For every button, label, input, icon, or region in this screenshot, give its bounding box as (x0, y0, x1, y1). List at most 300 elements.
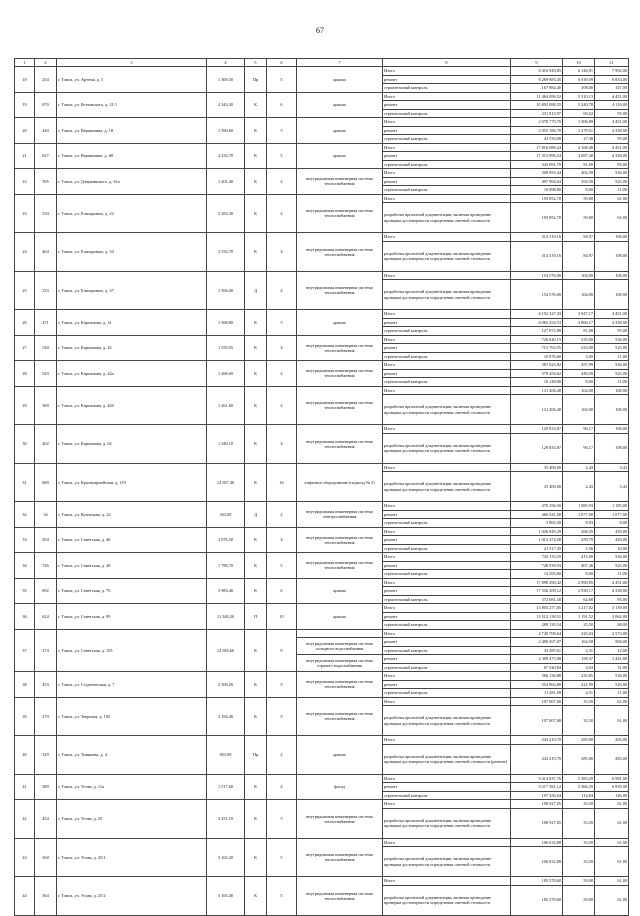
cost-item: Итого (383, 143, 511, 152)
column-number-10: 10 (563, 59, 595, 67)
cost-total: 8 269 983,45 (511, 75, 563, 84)
table-row (15, 604, 629, 613)
cost-total: 131 206,40 (511, 395, 563, 425)
repair-register-table (14, 58, 629, 916)
cost-item: Итого (383, 194, 511, 203)
cost-per-sqm: 3 866,17 (563, 318, 595, 327)
cost-limit: 7 992,00 (595, 67, 629, 76)
cost-per-sqm: 235,85 (563, 672, 595, 681)
house-area: 1 268,60 (207, 361, 245, 387)
cost-limit: 95,00 (595, 595, 629, 604)
table-row (15, 361, 629, 370)
table-row (15, 425, 629, 434)
wall-material: К (245, 118, 267, 144)
cost-total: 185 578,60 (511, 885, 563, 915)
row-number: 27 (15, 335, 35, 361)
cost-per-sqm: 1 077,00 (563, 510, 595, 519)
row-number: 42 (15, 800, 35, 839)
cost-item: Итого (383, 736, 511, 745)
cost-total: 197 256,64 (511, 791, 563, 800)
cost-item: Итого (383, 361, 511, 370)
cost-per-sqm: 8,00 (563, 186, 595, 195)
cost-total: 715 763,55 (511, 344, 563, 353)
cost-per-sqm: 164,58 (563, 638, 595, 647)
cost-limit: 525,00 (595, 680, 629, 689)
house-area: 1 590,60 (207, 118, 245, 144)
floor-count: 4 (267, 271, 297, 310)
cost-per-sqm: 33,50 (563, 808, 595, 838)
wall-material: К (245, 672, 267, 698)
cost-limit: 61,00 (595, 838, 629, 847)
row-number: 28 (15, 361, 35, 387)
wall-material: К (245, 774, 267, 800)
table-row (15, 143, 629, 152)
work-type: крыша (297, 118, 383, 144)
work-type: внутридомовая инженерная система теплоснабжения (297, 527, 383, 553)
cost-limit: 459,00 (595, 527, 629, 536)
cost-total: 231 913,97 (511, 109, 563, 118)
cost-per-sqm: 402,58 (563, 169, 595, 178)
work-type: крыша (297, 67, 383, 93)
cost-per-sqm: 27,38 (563, 135, 595, 144)
cost-per-sqm: 2 930,17 (563, 587, 595, 596)
house-id: 543 (35, 361, 57, 387)
work-type: внутридомовая инженерная система теплоснабжения (297, 361, 383, 387)
cost-per-sqm: 5 310,13 (563, 92, 595, 101)
cost-total: 154 576,00 (511, 280, 563, 310)
floor-count: 16 (267, 463, 297, 502)
cost-total: 508 093,44 (511, 169, 563, 178)
cost-limit: 61,00 (595, 697, 629, 706)
house-address: г. Томск, ул. Кузнецова, д. 22 (57, 502, 207, 528)
house-id: 624 (35, 604, 57, 630)
cost-per-sqm: 4 168,40 (563, 143, 595, 152)
house-id: 440 (35, 118, 57, 144)
cost-item: разработка проектной документации, включая проведение проверки достоверности определения сметной стоимости (383, 706, 511, 736)
cost-item: разработка проектной документации, включая проведение проверки достоверности определения сметной стоимости (383, 885, 511, 915)
cost-item: разработка проектной документации, включая проведение проверки достоверности определения сметной стоимости (383, 395, 511, 425)
row-number: 31 (15, 463, 35, 502)
row-number: 41 (15, 774, 35, 800)
house-area: 1 369,30 (207, 67, 245, 93)
house-id: 692 (35, 578, 57, 604)
house-area: 1 568,80 (207, 310, 245, 336)
cost-limit: 68,00 (595, 621, 629, 630)
table-row (15, 527, 629, 536)
cost-item: Итого (383, 92, 511, 101)
house-id: 870 (35, 92, 57, 118)
cost-total: 2 400 567,07 (511, 638, 563, 647)
cost-item: строительный контроль (383, 689, 511, 698)
column-number-row (15, 59, 629, 67)
column-number-8: 8 (383, 59, 511, 67)
cost-limit: 61,00 (595, 808, 629, 838)
cost-item: Итого (383, 697, 511, 706)
wall-material: К (245, 386, 267, 425)
cost-per-sqm: 449,59 (563, 369, 595, 378)
table-row (15, 578, 629, 587)
cost-limit: 2 573,00 (595, 629, 629, 638)
cost-per-sqm: 268,35 (563, 527, 595, 536)
cost-total: 10 098,80 (511, 186, 563, 195)
cost-limit: 536,00 (595, 335, 629, 344)
cost-limit: 584,00 (595, 638, 629, 647)
cost-total: 17 536 209,12 (511, 587, 563, 596)
table-row (15, 774, 629, 783)
house-area: 3 251,10 (207, 800, 245, 839)
cost-limit: 4 451,00 (595, 578, 629, 587)
house-address: г. Томск, ул. Вершинина, д. 68 (57, 143, 207, 169)
cost-per-sqm: 4,63 (563, 663, 595, 672)
cost-total: 35 400,00 (511, 472, 563, 502)
house-id: 270 (35, 697, 57, 736)
cost-limit: 449,00 (595, 536, 629, 545)
house-address: г. Томск, ул. Карташова, д. 42а (57, 361, 207, 387)
cost-item: Итого (383, 774, 511, 783)
cost-item: ремонт (383, 587, 511, 596)
cost-limit: 3,43 (595, 472, 629, 502)
cost-total: 13 512 138,51 (511, 612, 563, 621)
cost-total: 107 007,68 (511, 706, 563, 736)
work-type: внутридомовая инженерная система теплоснабжения (297, 194, 383, 233)
cost-item: ремонт (383, 655, 511, 664)
house-id: 454 (35, 800, 57, 839)
cost-per-sqm: 2 990,85 (563, 578, 595, 587)
wall-material: К (245, 143, 267, 169)
row-number: 24 (15, 233, 35, 272)
row-number: 34 (15, 553, 35, 579)
cost-per-sqm: 259,79 (563, 536, 595, 545)
cost-per-sqm: 8,00 (563, 570, 595, 579)
work-type: внутридомовая инженерная система холодного водоснабжения (297, 638, 383, 655)
house-address: г. Томск, ул. Тверская, д. 105 (57, 697, 207, 736)
cost-item: Итого (383, 527, 511, 536)
house-area: 1 201,40 (207, 169, 245, 195)
house-address: г. Томск, ул. Советская, д. 99 (57, 604, 207, 630)
cost-item: разработка проектной документации, включая проведение проверки достоверности определения сметной стоимости (383, 808, 511, 838)
house-address: г. Томск, ул. Усова, д. 11а (57, 774, 207, 800)
row-number: 40 (15, 736, 35, 775)
cost-limit: 61,00 (595, 877, 629, 886)
house-area: 1 786,70 (207, 553, 245, 579)
cost-per-sqm: 104,00 (563, 395, 595, 425)
row-number: 20 (15, 118, 35, 144)
cost-per-sqm: 33,50 (563, 697, 595, 706)
floor-count: 2 (267, 502, 297, 528)
cost-item: Итого (383, 502, 511, 511)
work-type: лифтовое оборудование (подъезд № 5) (297, 463, 383, 502)
cost-limit: 61,00 (595, 194, 629, 203)
work-type: крыша (297, 578, 383, 604)
cost-limit: 4 116,00 (595, 101, 629, 110)
house-id: 395 (35, 169, 57, 195)
floor-count: 4 (267, 361, 297, 387)
wall-material: К (245, 877, 267, 916)
work-type: внутридомовая инженерная система электроснабжения (297, 502, 383, 528)
work-type: внутридомовая инженерная система теплоснабжения (297, 672, 383, 698)
house-address: г. Томск, ул. Карташова, д. 62 (57, 425, 207, 464)
row-number: 26 (15, 310, 35, 336)
cost-item: строительный контроль (383, 160, 511, 169)
cost-total: 35 400,00 (511, 463, 563, 472)
cost-per-sqm: 108,00 (563, 84, 595, 93)
work-type: внутридомовая инженерная система горячего водоснабжения (297, 655, 383, 672)
cost-limit: 11,00 (595, 570, 629, 579)
floor-count: 2 (267, 736, 297, 775)
cost-per-sqm: 1 085,93 (563, 502, 595, 511)
cost-total: 9 414 837,76 (511, 774, 563, 783)
cost-item: Итого (383, 463, 511, 472)
house-area: 1 517,60 (207, 774, 245, 800)
row-number: 44 (15, 877, 35, 916)
work-type: внутридомовая инженерная система теплоснабжения (297, 233, 383, 272)
cost-item: ремонт (383, 75, 511, 84)
floor-count: 4 (267, 194, 297, 233)
cost-per-sqm: 2,43 (563, 472, 595, 502)
cost-item: разработка проектной документации, включая проведение проверки достоверности определения сметной стоимости (383, 847, 511, 877)
cost-limit: 1 185,00 (595, 502, 629, 511)
table-row (15, 194, 629, 203)
cost-limit: 61,00 (595, 847, 629, 877)
cost-limit: 4 338,00 (595, 587, 629, 596)
cost-total: 10 148,80 (511, 378, 563, 387)
cost-item: ремонт (383, 638, 511, 647)
cost-per-sqm: 69,52 (563, 109, 595, 118)
floor-count: 4 (267, 335, 297, 361)
house-id: 389 (35, 774, 57, 800)
cost-per-sqm: 8,00 (563, 378, 595, 387)
column-number-3: 3 (57, 59, 207, 67)
house-area: 1 394,00 (207, 271, 245, 310)
table-row (15, 672, 629, 681)
cost-per-sqm: 33,50 (563, 847, 595, 877)
cost-total: 106 032,88 (511, 838, 563, 847)
cost-total: 1 015 474,08 (511, 536, 563, 545)
cost-limit: 108,00 (595, 233, 629, 242)
column-number-5: 5 (245, 59, 267, 67)
cost-limit: 525,00 (595, 369, 629, 378)
house-area: 3 876,50 (207, 527, 245, 553)
cost-per-sqm: 5 366,35 (563, 783, 595, 792)
cost-limit: 4 338,00 (595, 126, 629, 135)
cost-item: строительный контроль (383, 646, 511, 655)
cost-item: ремонт (383, 152, 511, 161)
cost-total: 21 517,35 (511, 544, 563, 553)
house-id: 726 (35, 553, 57, 579)
house-area: 433,00 (207, 502, 245, 528)
cost-per-sqm: 3,00 (563, 352, 595, 361)
cost-total: 728 939,93 (511, 561, 563, 570)
cost-item: ремонт (383, 177, 511, 186)
cost-per-sqm: 3 947,17 (563, 310, 595, 319)
row-number: 25 (15, 271, 35, 310)
cost-total: 1 036 945,29 (511, 527, 563, 536)
work-type: крыша (297, 143, 383, 169)
cost-per-sqm: 2,31 (563, 646, 595, 655)
cost-limit: 3 139,00 (595, 604, 629, 613)
cost-item: Итого (383, 169, 511, 178)
cost-per-sqm: 6 146,91 (563, 67, 595, 76)
floor-count: 5 (267, 838, 297, 877)
cost-item: ремонт (383, 510, 511, 519)
cost-item: Итого (383, 118, 511, 127)
house-area: 14 587,40 (207, 463, 245, 502)
wall-material: П (245, 604, 267, 630)
cost-per-sqm: 5 240,78 (563, 101, 595, 110)
cost-limit: 12,00 (595, 646, 629, 655)
cost-total: 243 219,70 (511, 736, 563, 745)
row-number: 35 (15, 578, 35, 604)
work-type: внутридомовая инженерная система теплоснабжения (297, 553, 383, 579)
row-number: 18 (15, 67, 35, 93)
wall-material: К (245, 310, 267, 336)
cost-limit: 525,00 (595, 177, 629, 186)
wall-material: К (245, 578, 267, 604)
cost-total: 17 898 290,42 (511, 578, 563, 587)
cost-item: разработка проектной документации, включая проведение проверки достоверности определения сметной стоимости (383, 433, 511, 463)
table-row (15, 386, 629, 395)
floor-count: 4 (267, 386, 297, 425)
cost-per-sqm: 114,84 (563, 791, 595, 800)
house-area: 5 983,40 (207, 578, 245, 604)
cost-total: 67 540,84 (511, 663, 563, 672)
cost-limit: 108,00 (595, 271, 629, 280)
house-address: г. Томск, ул. Тимакова, д. 4 (57, 736, 207, 775)
house-area: 3 283,30 (207, 194, 245, 233)
cost-per-sqm: 4 087,40 (563, 152, 595, 161)
house-area: 2 343,30 (207, 92, 245, 118)
house-address: г. Томск, ул. Бетховского, д. 21/1 (57, 92, 207, 118)
floor-count: 4 (267, 169, 297, 195)
cost-per-sqm: 96,17 (563, 433, 595, 463)
cost-total: 497 994,64 (511, 177, 563, 186)
house-address: г. Томск, ул. Студенческая, д. 7 (57, 672, 207, 698)
house-address: г. Томск, ул. Советская, д. 46 (57, 527, 207, 553)
cost-item: Итого (383, 335, 511, 344)
cost-per-sqm: 158,37 (563, 655, 595, 664)
house-address: г. Томск, ул. Карташова, д. 42б (57, 386, 207, 425)
cost-limit: 147,00 (595, 84, 629, 93)
cost-item: Итого (383, 553, 511, 562)
house-address: г. Томск, ул. Елизаровых, д. 37 (57, 271, 207, 310)
floor-count: 5 (267, 800, 297, 839)
cost-item: ремонт (383, 536, 511, 545)
cost-total: 726 640,15 (511, 335, 563, 344)
table-row (15, 553, 629, 562)
table-row (15, 736, 629, 745)
cost-total: 4 749 708,64 (511, 629, 563, 638)
cost-item: строительный контроль (383, 327, 511, 336)
table-row (15, 463, 629, 472)
house-address: г. Томск, ул. Советская, д. 48 (57, 553, 207, 579)
cost-total: 466 541,00 (511, 510, 563, 519)
cost-item: Итого (383, 672, 511, 681)
cost-total: 185 578,60 (511, 877, 563, 886)
house-area: 1 340,10 (207, 425, 245, 464)
house-address: г. Томск, ул. Елизаровых, д. 34 (57, 233, 207, 272)
cost-total: 108 927,05 (511, 800, 563, 809)
cost-per-sqm: 59,00 (563, 203, 595, 233)
cost-total: 14 293,60 (511, 570, 563, 579)
cost-item: строительный контроль (383, 663, 511, 672)
house-id: 254 (35, 67, 57, 93)
cost-per-sqm: 84,97 (563, 233, 595, 242)
cost-total: 243 219,70 (511, 744, 563, 774)
house-address: г. Томск, ул. Вершинина, д. 18 (57, 118, 207, 144)
wall-material: К (245, 92, 267, 118)
cost-limit: 4 338,00 (595, 152, 629, 161)
cost-per-sqm: 285,00 (563, 736, 595, 745)
cost-item: строительный контроль (383, 352, 511, 361)
cost-per-sqm: 1 191,52 (563, 612, 595, 621)
column-number-7: 7 (297, 59, 383, 67)
table-row (15, 233, 629, 242)
row-number: 29 (15, 386, 35, 425)
cost-item: Итого (383, 838, 511, 847)
row-number: 37 (15, 629, 35, 672)
cost-limit: 536,00 (595, 672, 629, 681)
cost-per-sqm: 1 279,51 (563, 126, 595, 135)
cost-item: Итого (383, 386, 511, 395)
house-id: 464 (35, 233, 57, 272)
cost-per-sqm: 84,97 (563, 241, 595, 271)
house-address: г. Томск, ул. Карташова, д. 42 (57, 335, 207, 361)
wall-material: К (245, 335, 267, 361)
cost-item: строительный контроль (383, 519, 511, 528)
column-number-9: 9 (511, 59, 563, 67)
wall-material: К (245, 697, 267, 736)
floor-count: 9 (267, 629, 297, 672)
cost-limit: 61,00 (595, 800, 629, 809)
house-id: 364 (35, 877, 57, 916)
table-row (15, 502, 629, 511)
floor-count: 5 (267, 553, 297, 579)
cost-limit: 108,00 (595, 433, 629, 463)
cost-limit: 4 451,00 (595, 310, 629, 319)
wall-material: К (245, 553, 267, 579)
cost-limit: 6 981,00 (595, 774, 629, 783)
cost-item: ремонт (383, 318, 511, 327)
cost-per-sqm: 1 306,89 (563, 118, 595, 127)
table-row (15, 169, 629, 178)
cost-limit: 108,00 (595, 386, 629, 395)
cost-limit: 61,00 (595, 203, 629, 233)
cost-item: строительный контроль (383, 595, 511, 604)
cost-total: 11 281,08 (511, 689, 563, 698)
cost-limit: 11,00 (595, 352, 629, 361)
cost-per-sqm: 221,95 (563, 680, 595, 689)
cost-limit: 8,00 (595, 519, 629, 528)
cost-limit: 525,00 (595, 344, 629, 353)
cost-per-sqm: 104,00 (563, 271, 595, 280)
house-id: 34 (35, 502, 57, 528)
house-area: 4 233,70 (207, 143, 245, 169)
cost-limit: 536,00 (595, 553, 629, 562)
cost-item: Итого (383, 604, 511, 613)
floor-count: 4 (267, 233, 297, 272)
cost-per-sqm: 535,00 (563, 335, 595, 344)
cost-per-sqm: 5 483,29 (563, 774, 595, 783)
cost-limit: 285,00 (595, 744, 629, 774)
cost-total: 566 136,88 (511, 672, 563, 681)
cost-per-sqm: 415,00 (563, 553, 595, 562)
cost-total: 193 852,70 (511, 203, 563, 233)
table-row (15, 335, 629, 344)
cost-per-sqm: 33,50 (563, 838, 595, 847)
wall-material: К (245, 463, 267, 502)
cost-limit: 95,00 (595, 135, 629, 144)
cost-total: 554 863,80 (511, 680, 563, 689)
